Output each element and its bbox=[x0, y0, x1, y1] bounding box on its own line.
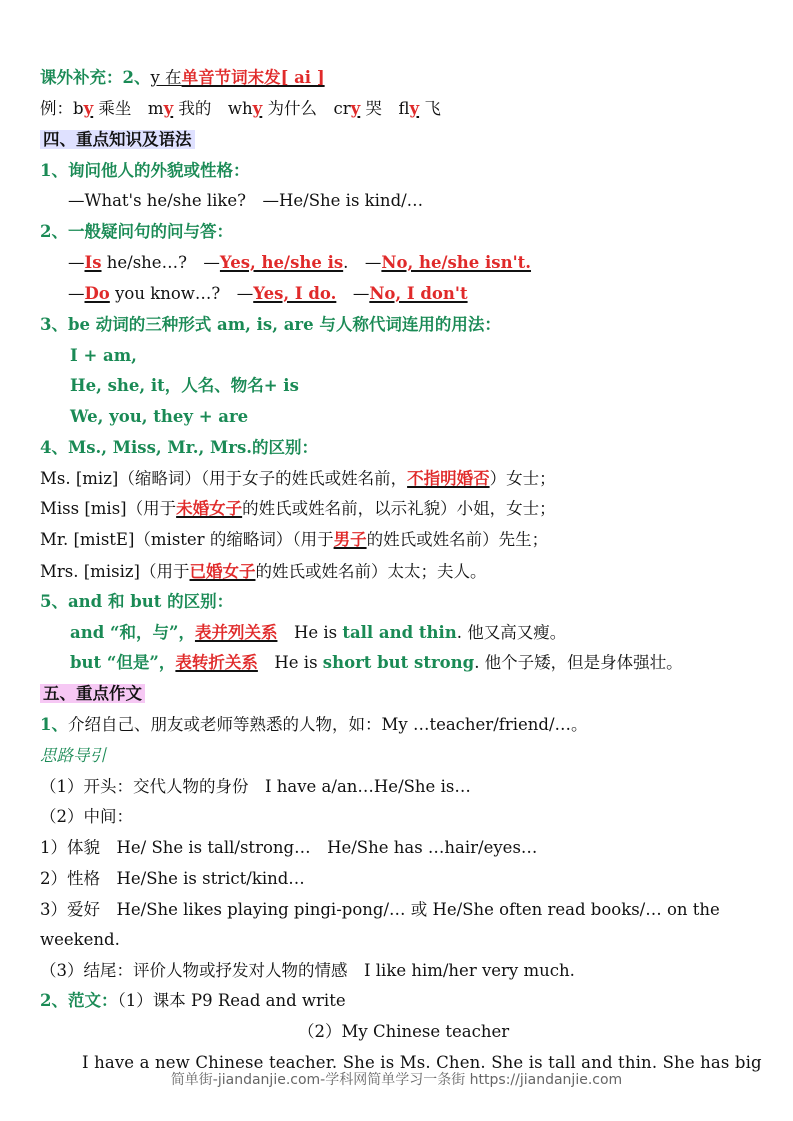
guide-appearance: 1）体貌 He/ She is tall/strong… He/She has …hair/eyes… bbox=[40, 838, 538, 857]
mrs-text-end: 的姓氏或姓名前）太太；夫人。 bbox=[255, 562, 487, 581]
but-usage bbox=[70, 651, 683, 675]
answer-yes: Yes, he/she is bbox=[219, 253, 344, 272]
and-highlight: 表并列关系 bbox=[194, 623, 278, 642]
section-five-title: 五、重点作文 bbox=[40, 684, 145, 703]
example-my: 乘坐 m bbox=[93, 99, 164, 118]
mr-definition bbox=[40, 528, 548, 552]
dash: — bbox=[68, 253, 85, 272]
mrs-text: Mrs. [misiz]（用于 bbox=[40, 562, 190, 581]
heading-2: 2、一般疑问句的问与答： bbox=[40, 222, 233, 241]
and-label: and “和，与”， bbox=[70, 623, 195, 642]
supplement-y-rule: y 在 bbox=[150, 68, 182, 87]
example-by: 例：b bbox=[40, 99, 84, 118]
question-text: you know…? bbox=[109, 284, 237, 303]
answer-is: Is bbox=[84, 253, 102, 272]
dash: — bbox=[203, 253, 220, 272]
and-example-end: . 他又高又瘦。 bbox=[456, 623, 567, 642]
section-five-heading bbox=[40, 682, 145, 706]
miss-text-end: 的姓氏或姓名前，以示礼貌）小姐，女士； bbox=[242, 499, 556, 518]
mr-highlight: 男子 bbox=[333, 530, 367, 549]
supplement-y-sound: 单音节词末发[ ai ] bbox=[181, 68, 325, 87]
miss-highlight: 未婚女子 bbox=[176, 499, 243, 518]
y-highlight: y bbox=[252, 99, 263, 118]
ms-text: Ms. [miz]（缩略词）（用于女子的姓氏或姓名前， bbox=[40, 469, 408, 488]
section-four-heading bbox=[40, 128, 195, 152]
supplement-label: 课外补充：2、 bbox=[40, 68, 151, 87]
essay-title: （2）My Chinese teacher bbox=[298, 1022, 510, 1041]
miss-text: Miss [mis]（用于 bbox=[40, 499, 177, 518]
miss-definition bbox=[40, 497, 556, 521]
dash: — bbox=[352, 284, 370, 303]
answer-no: No, he/she isn't. bbox=[381, 253, 532, 272]
task-text: 介绍自己、朋友或老师等熟悉的人物，如：My …teacher/friend/…。 bbox=[67, 715, 588, 734]
answer-no: No, I don't bbox=[369, 284, 468, 303]
but-highlight: 表转折关系 bbox=[175, 653, 258, 672]
guide-hobby: 3）爱好 He/She likes playing pingi-pong/… 或 He/She often read books/… on the bbox=[40, 900, 720, 919]
yes-no-is-line bbox=[68, 251, 531, 275]
mrs-definition bbox=[40, 560, 486, 584]
ms-definition bbox=[40, 467, 556, 491]
example-fly-meaning: 飞 bbox=[419, 99, 441, 118]
but-example-start: He is bbox=[257, 653, 323, 672]
be-am-rule: I + am, bbox=[70, 346, 137, 365]
be-is-rule: He, she, it，人名、物名+ is bbox=[70, 376, 299, 395]
and-example-key: tall and thin bbox=[342, 623, 457, 642]
y-highlight: y bbox=[163, 99, 174, 118]
and-example-start: He is bbox=[277, 623, 343, 642]
guide-hobby-cont: weekend. bbox=[40, 930, 120, 949]
y-highlight: y bbox=[409, 99, 420, 118]
guide-middle: （2）中间： bbox=[40, 807, 133, 826]
ms-highlight: 不指明婚否 bbox=[407, 469, 490, 488]
footer-watermark: 简单街-jiandanjie.com-学科网简单学习一条街 https://jiandanjie.com bbox=[170, 1072, 623, 1088]
task-number: 1、 bbox=[40, 715, 68, 734]
dash: — bbox=[68, 284, 85, 303]
y-highlight: y bbox=[350, 99, 361, 118]
answer-yes: Yes, I do. bbox=[253, 284, 337, 303]
ms-text-end: ）女士； bbox=[489, 469, 556, 488]
yes-no-do-line bbox=[68, 282, 468, 306]
period: . bbox=[343, 253, 365, 272]
question-text: he/she…? bbox=[101, 253, 204, 272]
but-example-end: . 他个子矮，但是身体强壮。 bbox=[474, 653, 683, 672]
heading-3: 3、be 动词的三种形式 am, is, are 与人称代词连用的用法： bbox=[40, 315, 501, 334]
answer-do: Do bbox=[84, 284, 110, 303]
section-four-title: 四、重点知识及语法 bbox=[40, 130, 195, 149]
appearance-question: —What's he/she like? —He/She is kind/… bbox=[68, 191, 424, 210]
essay-body: I have a new Chinese teacher. She is Ms. Chen. She is tall and thin. She has big bbox=[82, 1053, 762, 1072]
example-why: 我的 wh bbox=[173, 99, 253, 118]
supplement-line bbox=[40, 66, 325, 90]
and-usage bbox=[70, 621, 566, 645]
model-essay-ref: （1）课本 P9 Read and write bbox=[117, 991, 346, 1010]
guide-ending: （3）结尾：评价人物或抒发对人物的情感 I like him/her very much. bbox=[40, 961, 575, 980]
be-are-rule: We, you, they + are bbox=[70, 407, 249, 426]
guide-personality: 2）性格 He/She is strict/kind… bbox=[40, 869, 305, 888]
model-essay-label: 2、范文： bbox=[40, 991, 118, 1010]
mr-text: Mr. [mistE]（mister 的缩略词）（用于 bbox=[40, 530, 334, 549]
composition-task bbox=[40, 713, 588, 737]
heading-5: 5、and 和 but 的区别： bbox=[40, 592, 234, 611]
example-cry: 为什么 cr bbox=[262, 99, 351, 118]
dash: — bbox=[364, 253, 382, 272]
example-words-line bbox=[40, 97, 441, 121]
model-essay-line bbox=[40, 989, 346, 1013]
writing-guide-label: 思路导引 bbox=[40, 746, 106, 765]
but-label: but “但是”， bbox=[70, 653, 176, 672]
spacer bbox=[336, 284, 353, 303]
heading-1: 1、询问他人的外貌或性格： bbox=[40, 161, 250, 180]
mrs-highlight: 已婚女子 bbox=[189, 562, 256, 581]
mr-text-end: 的姓氏或姓名前）先生； bbox=[366, 530, 549, 549]
y-highlight: y bbox=[83, 99, 94, 118]
example-fly: 哭 fl bbox=[360, 99, 410, 118]
but-example-key: short but strong bbox=[322, 653, 475, 672]
guide-opening: （1）开头：交代人物的身份 I have a/an…He/She is… bbox=[40, 777, 471, 796]
dash: — bbox=[236, 284, 254, 303]
heading-4: 4、Ms., Miss, Mr., Mrs.的区别： bbox=[40, 438, 319, 457]
